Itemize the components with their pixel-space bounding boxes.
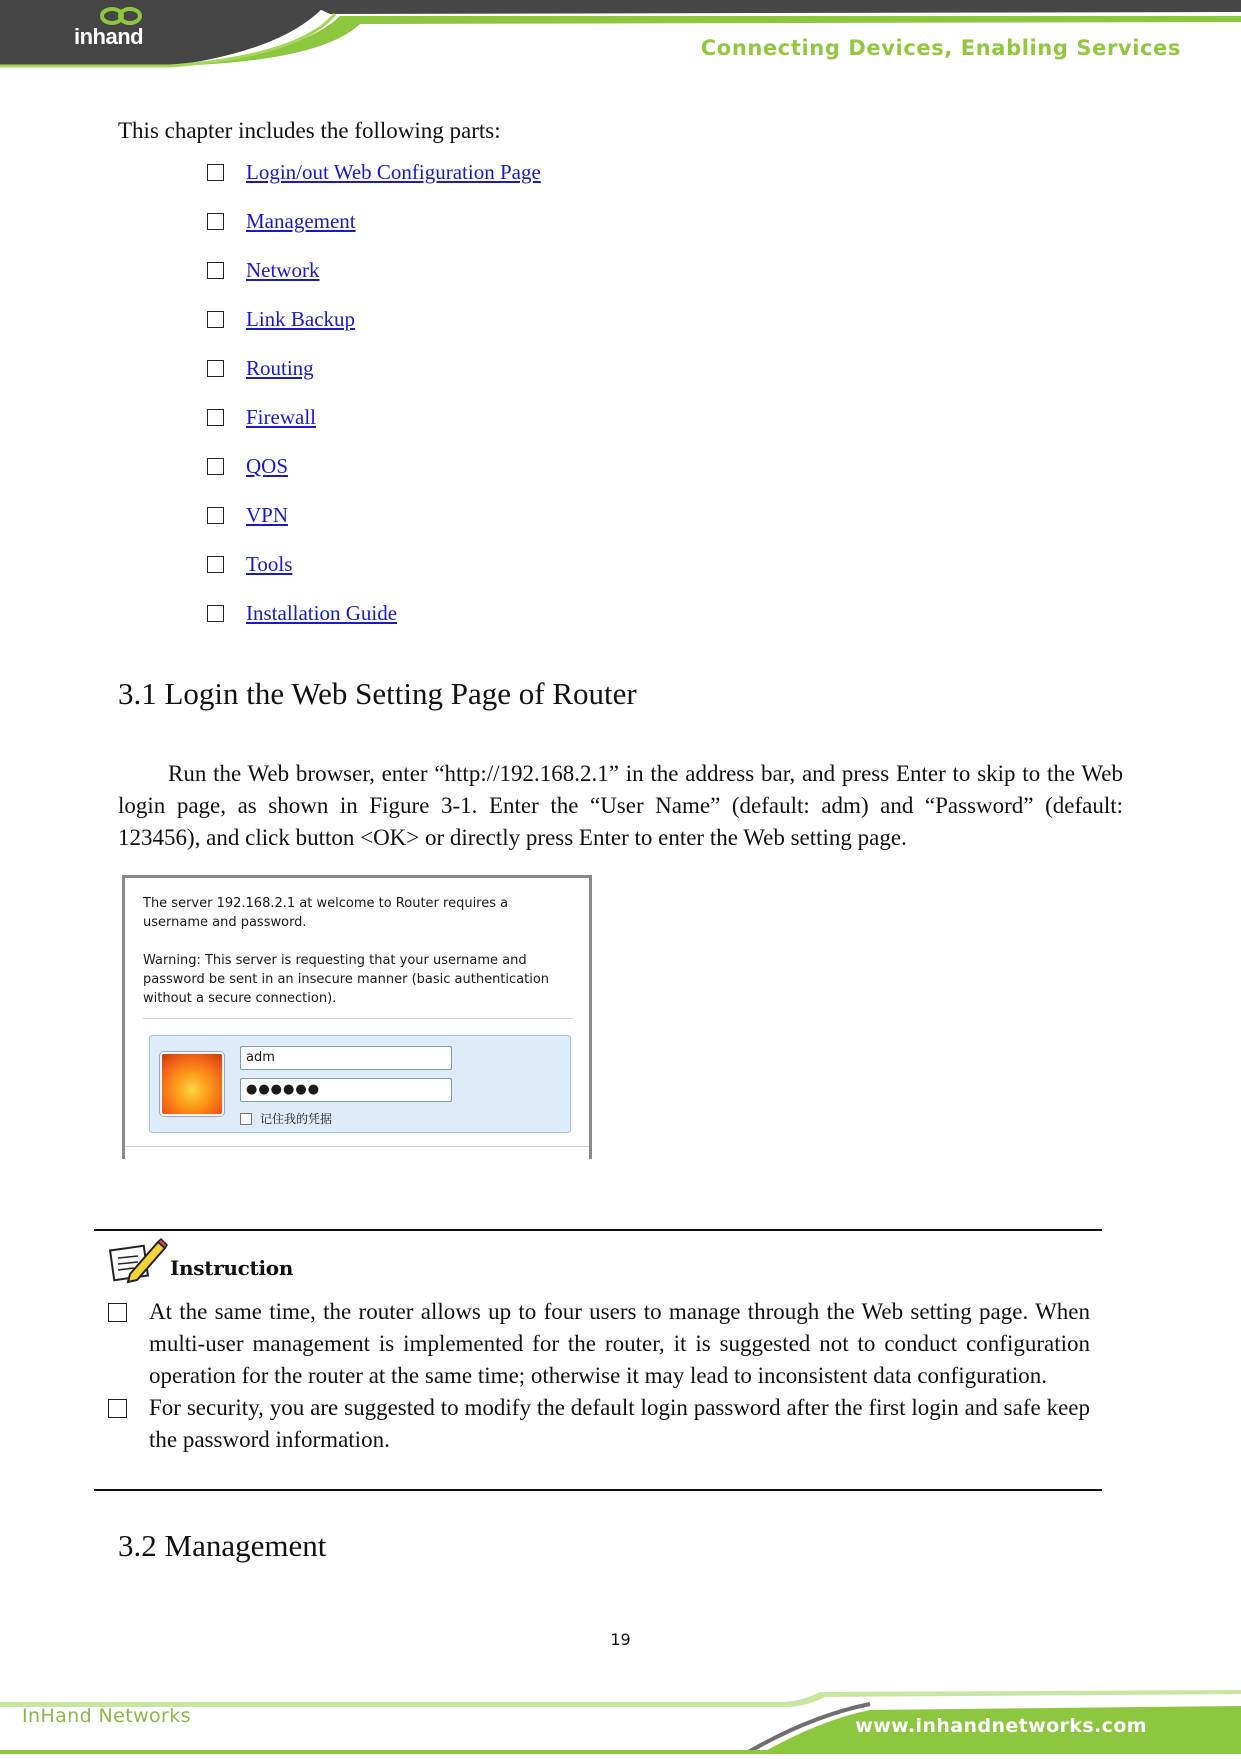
- toc-link-qos[interactable]: QOS: [246, 454, 289, 478]
- checkbox-icon: [207, 605, 224, 622]
- login-dialog-figure: [122, 875, 592, 1159]
- toc-item: [207, 258, 541, 307]
- user-avatar-icon: [160, 1052, 224, 1116]
- instruction-bottom-rule: [94, 1489, 1102, 1491]
- remember-label: 记住我的凭据: [260, 1112, 333, 1126]
- checkbox-icon: [207, 213, 224, 230]
- toc-item: [207, 503, 541, 552]
- toc-item: [207, 454, 541, 503]
- checkbox-icon: [207, 556, 224, 573]
- toc-item: [207, 307, 541, 356]
- toc-item: [207, 601, 541, 650]
- checkbox-icon: [108, 1399, 127, 1418]
- chapter-toc: [207, 160, 541, 650]
- credentials-panel: [149, 1035, 571, 1133]
- footer-website: www.inhandnetworks.com: [855, 1715, 1147, 1737]
- dialog-warning: Warning: This server is requesting that your username and password be sent in an insecure manner (basic authentication without a secure connection).: [143, 953, 550, 1006]
- header-slogan: Connecting Devices, Enabling Services: [700, 36, 1181, 60]
- toc-link-login[interactable]: Login/out Web Configuration Page: [246, 160, 541, 184]
- section-heading-login: 3.1 Login the Web Setting Page of Router: [118, 676, 637, 711]
- checkbox-icon: [207, 262, 224, 279]
- checkbox-icon: [207, 458, 224, 475]
- dialog-bottom-divider: [125, 1146, 589, 1147]
- instruction-item: [108, 1296, 1090, 1392]
- checkbox-icon: [207, 409, 224, 426]
- instruction-title: Instruction: [170, 1256, 294, 1280]
- section-paragraph-login: Run the Web browser, enter “http://192.168.2.1” in the address bar, and press Enter to skip to the Web login page, as shown in Figure 3-1. Enter the “User Name” (default: adm) and “Password” (default: 123456), and click button <OK> or directly press Enter to enter the Web setting page.: [118, 761, 1123, 850]
- toc-item: [207, 209, 541, 258]
- pencil-note-icon: [108, 1236, 168, 1286]
- username-input[interactable]: adm: [240, 1046, 452, 1070]
- remember-checkbox[interactable]: [240, 1113, 252, 1125]
- toc-link-firewall[interactable]: Firewall: [246, 405, 316, 429]
- chapter-intro: This chapter includes the following parts:: [118, 118, 501, 143]
- toc-link-network[interactable]: Network: [246, 258, 320, 282]
- logo-wordmark: inhand: [74, 24, 144, 49]
- instruction-text: For security, you are suggested to modify the default login password after the first login and safe keep the password information.: [149, 1395, 1090, 1452]
- checkbox-icon: [207, 311, 224, 328]
- toc-item: [207, 160, 541, 209]
- instruction-text: At the same time, the router allows up to four users to manage through the Web setting page. When multi-user management is implemented for the router, it is suggested not to conduct configuration operation for the router at the same time; otherwise it may lead to inconsistent data configuration.: [149, 1299, 1090, 1388]
- toc-item: [207, 405, 541, 454]
- instruction-item: [108, 1392, 1090, 1456]
- toc-link-installation-guide[interactable]: Installation Guide: [246, 601, 398, 625]
- toc-link-tools[interactable]: Tools: [246, 552, 293, 576]
- dialog-divider: [143, 1018, 573, 1019]
- page-number: 19: [610, 1630, 631, 1649]
- remember-credentials[interactable]: [240, 1110, 332, 1127]
- toc-item: [207, 356, 541, 405]
- footer-company: InHand Networks: [22, 1705, 191, 1727]
- checkbox-icon: [207, 507, 224, 524]
- toc-link-link-backup[interactable]: Link Backup: [246, 307, 356, 331]
- toc-link-routing[interactable]: Routing: [246, 356, 314, 380]
- toc-link-vpn[interactable]: VPN: [246, 503, 289, 527]
- toc-link-management[interactable]: Management: [246, 209, 356, 233]
- dialog-message: The server 192.168.2.1 at welcome to Router requires a username and password.: [143, 896, 509, 930]
- section-heading-management: 3.2 Management: [118, 1528, 327, 1563]
- toc-item: [207, 552, 541, 601]
- instruction-top-rule: [94, 1229, 1102, 1231]
- password-input[interactable]: ●●●●●●: [240, 1078, 452, 1102]
- checkbox-icon: [207, 164, 224, 181]
- instruction-list: [108, 1296, 1090, 1456]
- page-header: [0, 0, 1241, 70]
- checkbox-icon: [207, 360, 224, 377]
- checkbox-icon: [108, 1303, 127, 1322]
